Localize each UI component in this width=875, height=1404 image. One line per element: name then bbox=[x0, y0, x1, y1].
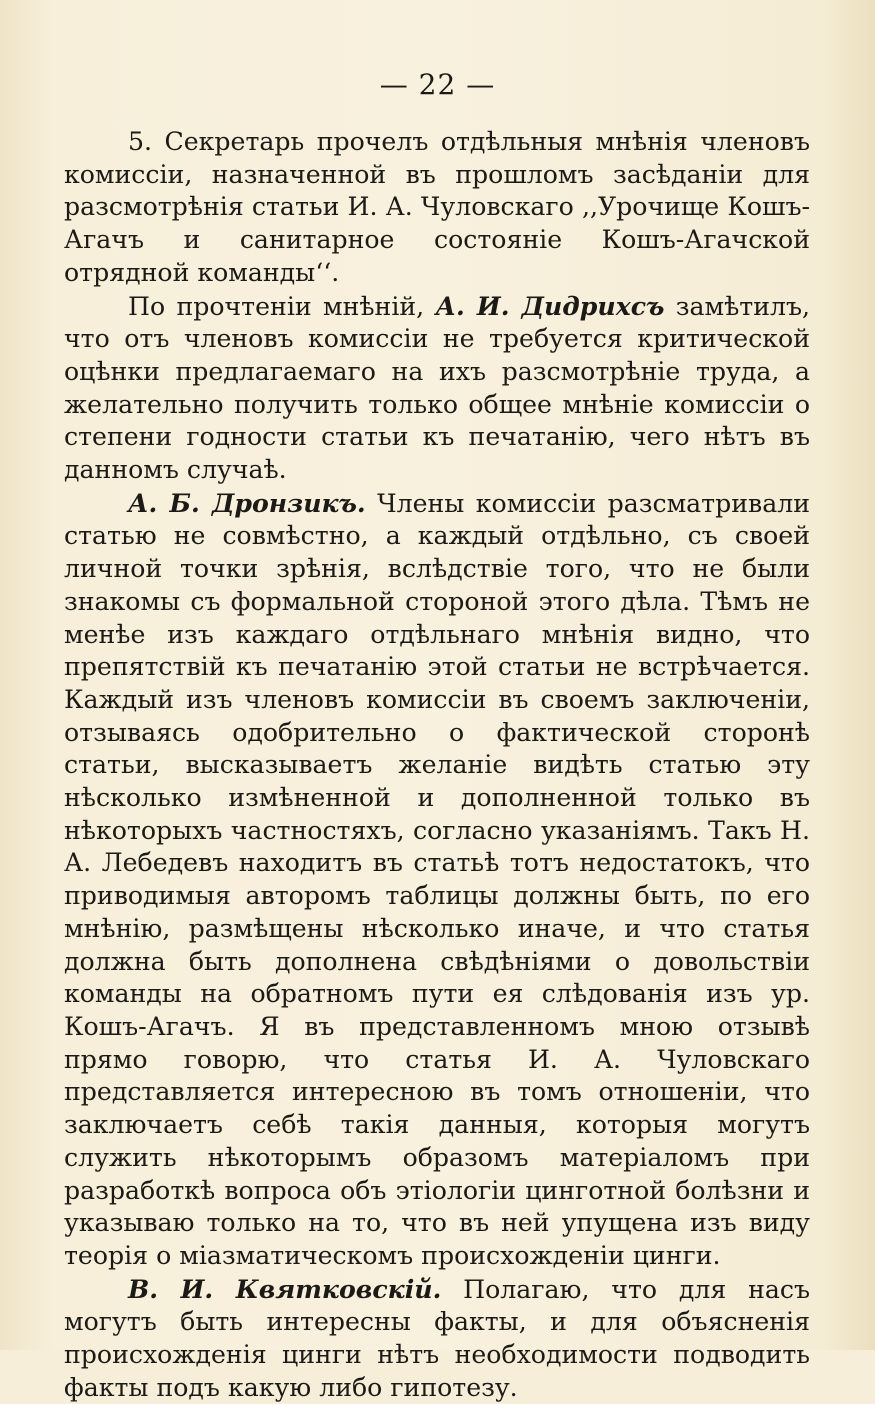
paragraph-text: Члены комиссіи разсматривали статью не совмѣстно, а каждый отдѣльно, съ своей личной точки зрѣнія, вслѣдствіе того, что не были знакомы съ формальной стороной этого дѣла. Тѣмъ не менѣе изъ каждаго отдѣльнаго мнѣнія видно, что препятствій къ печатанію этой статьи не встрѣчается. Каждый изъ членовъ комиссіи въ своемъ заключеніи, отзываясь одобрительно о фактической сторонѣ статьи, высказываетъ желаніе видѣть статью эту нѣсколько измѣненной и дополненной только въ нѣкоторыхъ частностяхъ, согласно указаніямъ. Такъ Н. А. Лебедевъ находитъ въ статьѣ тотъ недостатокъ, что приводимыя авторомъ таблицы должны быть, по его мнѣнію, размѣщены нѣсколько иначе, и что статья должна быть дополнена свѣдѣніями о довольствіи команды на обратномъ пути ея слѣдованія изъ ур. Кошъ-Агачъ. Я въ представленномъ мною отзывѣ прямо говорю, что статья И. А. Чуловскаго представляется интересною въ томъ отношеніи, что заключаетъ себѣ такія данныя, которыя могутъ служить нѣкоторымъ образомъ матеріаломъ при разработкѣ вопроса объ этіологіи цинготной болѣзни и указываю только на то, что въ ней упущена изъ виду теорія о міазматическомъ происхожденіи цинги. bbox=[64, 488, 811, 1270]
paragraph-kvyatkovsky bbox=[64, 1273, 810, 1404]
paragraph-text-lead: По прочтеніи мнѣній, bbox=[128, 291, 436, 321]
paragraph-dronzik bbox=[64, 487, 810, 1273]
paragraph-text: Полагаю, что для насъ могутъ быть интересны факты, и для объясненія происхожденія цинги нѣтъ необходимости подводить факты подъ какую либо гипотезу. bbox=[64, 1274, 811, 1402]
speaker-name: А. Б. Дронзикъ. bbox=[128, 487, 366, 518]
page-number: — 22 — bbox=[379, 68, 496, 101]
paragraph-text: 5. Секретарь прочелъ отдѣльныя мнѣнія членовъ комиссіи, назначенной въ прошломъ засѣданіи для разсмотрѣнія статьи И. А. Чуловскаго ,,Урочище Кошъ-Агачъ и санитарное состояніе Кошъ-Агачской отрядной команды‘‘. bbox=[64, 127, 810, 287]
paragraph-secretary bbox=[64, 126, 810, 290]
speaker-name: В. И. Квятковскій. bbox=[128, 1273, 442, 1304]
paragraph-didrichs bbox=[64, 290, 810, 487]
body-text bbox=[64, 126, 810, 1404]
speaker-name: А. И. Дидрихсъ bbox=[435, 290, 665, 321]
paragraph-text: замѣтилъ, что отъ членовъ комиссіи не требуется критической оцѣнки предлагаемаго на ихъ разсмотрѣніе труда, а желательно получить только общее мнѣніе комиссіи о степени годности статьи къ печатанію, чего нѣтъ въ данномъ случаѣ. bbox=[64, 291, 811, 485]
